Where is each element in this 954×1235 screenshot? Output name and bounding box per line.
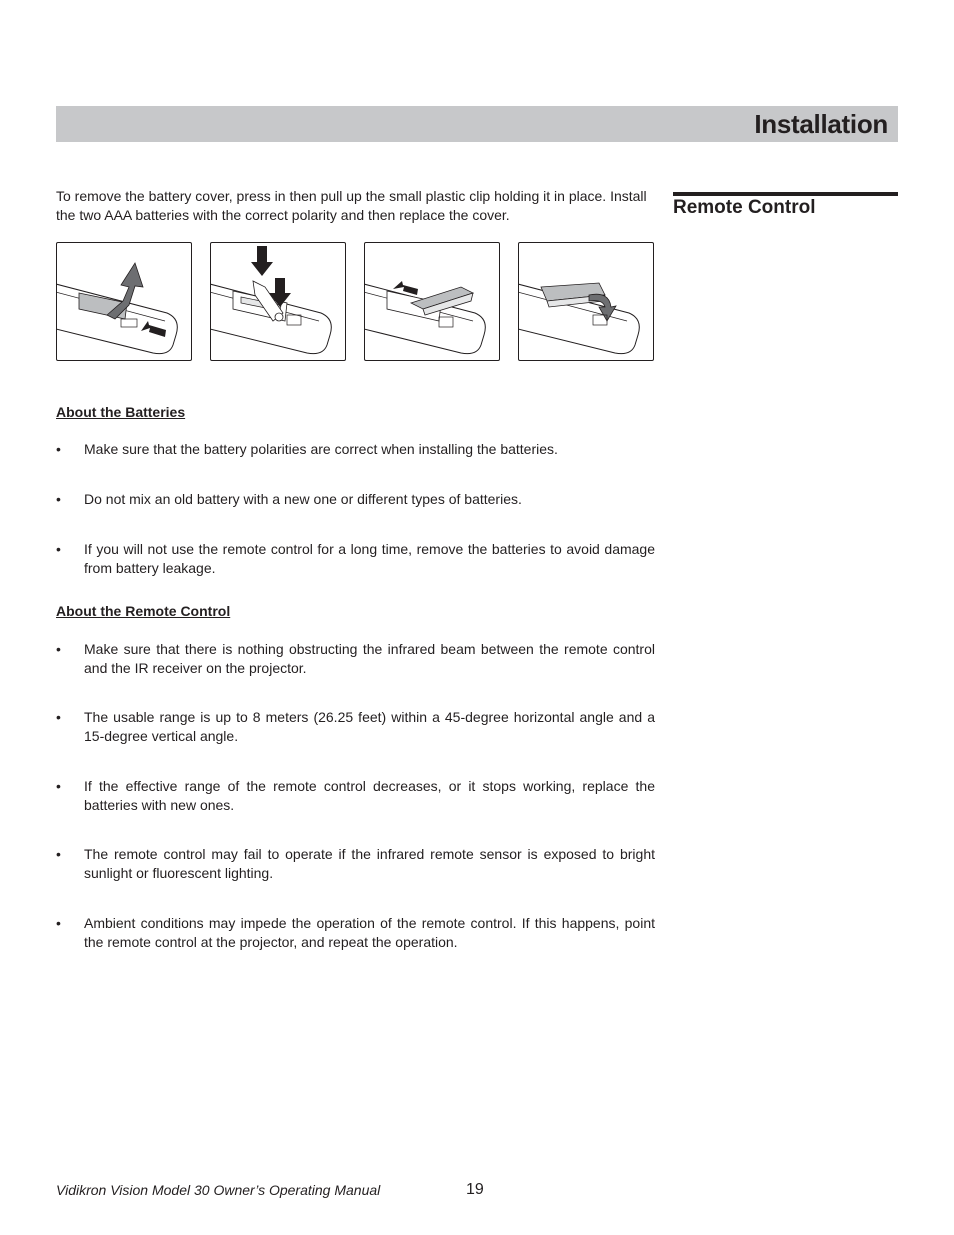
bullet-marker: •: [56, 641, 61, 657]
remote-open-cover-icon: [57, 243, 191, 360]
intro-paragraph: To remove the battery cover, press in then pull up the small plastic clip holding it in place. Install the two AAA batteries with the correct polarity and then replace the cover.: [56, 188, 647, 223]
header-bar: [56, 106, 898, 142]
page-title: Installation: [754, 109, 888, 139]
figure-open-cover: [56, 242, 192, 361]
bullet-marker: •: [56, 709, 61, 725]
bullet-marker: •: [56, 541, 61, 557]
remote-close-cover-icon: [519, 243, 653, 360]
remote-replace-cover-icon: [365, 243, 499, 360]
list-item-text: If you will not use the remote control for a long time, remove the batteries to avoid damage from battery leakage.: [84, 541, 655, 576]
list-item-text: The remote control may fail to operate if the infrared remote sensor is exposed to bright sunlight or fluorescent lighting.: [84, 846, 655, 881]
bullet-marker: •: [56, 778, 61, 794]
bullet-marker: •: [56, 491, 61, 507]
footer-page-number: 19: [466, 1181, 484, 1198]
figure-replace-cover: [364, 242, 500, 361]
batteries-heading: About the Batteries: [56, 404, 186, 420]
list-item-text: Make sure that the battery polarities are correct when installing the batteries.: [84, 441, 558, 457]
figure-insert-batteries: [210, 242, 346, 361]
list-item-text: The usable range is up to 8 meters (26.25 feet) within a 45-degree horizontal angle and a 15-degree vertical angle.: [84, 709, 655, 744]
list-item-text: If the effective range of the remote control decreases, or it stops working, replace the batteries with new ones.: [84, 778, 655, 813]
list-item-text: Do not mix an old battery with a new one or different types of batteries.: [84, 491, 522, 507]
remote-insert-batteries-icon: [211, 243, 345, 360]
sidebar-heading: Remote Control: [673, 197, 816, 218]
list-item-text: Ambient conditions may impede the operation of the remote control. If this happens, point the remote control at the projector, and repeat the operation.: [84, 915, 655, 950]
figure-close-cover: [518, 242, 654, 361]
bullet-marker: •: [56, 846, 61, 862]
remote-heading: About the Remote Control: [56, 603, 231, 619]
battery-figures: [56, 242, 656, 362]
bullet-marker: •: [56, 915, 61, 931]
list-item-text: Make sure that there is nothing obstructing the infrared beam between the remote control and the IR receiver on the projector.: [84, 641, 655, 676]
bullet-marker: •: [56, 441, 61, 457]
footer-manual-title: Vidikron Vision Model 30 Owner’s Operating Manual: [56, 1182, 381, 1198]
